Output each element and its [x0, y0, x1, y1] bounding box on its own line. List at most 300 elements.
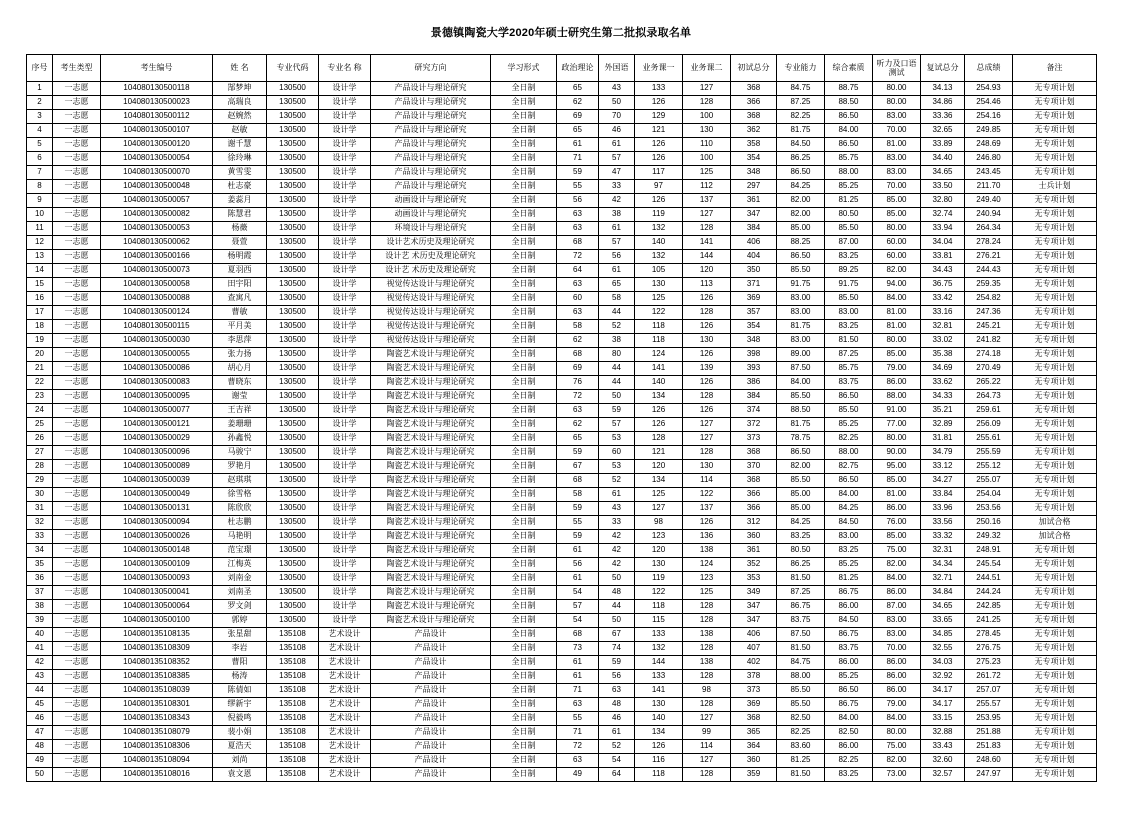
table-cell: 无专项计划 — [1013, 292, 1097, 306]
table-cell: 115 — [635, 614, 683, 628]
table-row — [27, 502, 1097, 516]
table-cell: 83.00 — [825, 530, 873, 544]
table-cell: 34.34 — [921, 558, 965, 572]
table-cell: 无专项计划 — [1013, 726, 1097, 740]
table-cell: 64 — [599, 768, 635, 782]
table-cell: 407 — [731, 642, 777, 656]
table-cell: 130500 — [267, 474, 319, 488]
table-cell: 82.00 — [777, 194, 825, 208]
table-cell: 设计学 — [319, 586, 371, 600]
table-cell: 全日制 — [491, 348, 557, 362]
table-cell: 128 — [683, 306, 731, 320]
table-cell: 84.25 — [777, 180, 825, 194]
table-cell: 104080130500166 — [101, 250, 213, 264]
table-cell: 104080130500100 — [101, 614, 213, 628]
table-cell: 100 — [683, 152, 731, 166]
table-cell: 无专项计划 — [1013, 208, 1097, 222]
table-cell: 85.50 — [777, 474, 825, 488]
column-header-professional-ability: 专业能力 — [777, 55, 825, 82]
table-cell: 63 — [557, 222, 599, 236]
table-cell: 81.25 — [825, 194, 873, 208]
table-cell: 86.00 — [825, 656, 873, 670]
table-cell: 68 — [557, 348, 599, 362]
table-cell: 设计学 — [319, 530, 371, 544]
table-cell: 全日制 — [491, 642, 557, 656]
table-cell: 68 — [557, 628, 599, 642]
table-cell: 无专项计划 — [1013, 656, 1097, 670]
table-cell: 52 — [599, 740, 635, 754]
table-cell: 366 — [731, 488, 777, 502]
table-cell: 114 — [683, 474, 731, 488]
table-cell: 全日制 — [491, 670, 557, 684]
table-cell: 设计学 — [319, 390, 371, 404]
table-cell: 270.49 — [965, 362, 1013, 376]
table-cell: 44 — [599, 306, 635, 320]
table-cell: 42 — [599, 558, 635, 572]
table-cell: 郭婷 — [213, 614, 267, 628]
table-cell: 设计学 — [319, 278, 371, 292]
table-cell: 全日制 — [491, 628, 557, 642]
table-cell: 86.50 — [825, 474, 873, 488]
table-cell: 82.00 — [873, 264, 921, 278]
column-header-candidate-number: 考生编号 — [101, 55, 213, 82]
table-cell: 251.88 — [965, 726, 1013, 740]
table-cell: 137 — [683, 502, 731, 516]
table-cell: 全日制 — [491, 334, 557, 348]
table-cell: 34.65 — [921, 166, 965, 180]
table-cell: 全日制 — [491, 530, 557, 544]
table-cell: 82.25 — [777, 110, 825, 124]
table-cell: 120 — [635, 460, 683, 474]
table-cell: 产品设计 — [371, 698, 491, 712]
table-cell: 产品设计 — [371, 712, 491, 726]
table-cell: 无专项计划 — [1013, 474, 1097, 488]
table-row — [27, 278, 1097, 292]
table-cell: 126 — [635, 96, 683, 110]
table-cell: 130500 — [267, 334, 319, 348]
table-cell: 33.50 — [921, 180, 965, 194]
table-cell: 104080130500124 — [101, 306, 213, 320]
table-cell: 47 — [599, 166, 635, 180]
table-row — [27, 614, 1097, 628]
table-cell: 125 — [683, 166, 731, 180]
table-cell: 241.25 — [965, 614, 1013, 628]
table-cell: 设计学 — [319, 292, 371, 306]
table-cell: 384 — [731, 222, 777, 236]
table-cell: 33.43 — [921, 740, 965, 754]
table-cell: 一志愿 — [53, 110, 101, 124]
table-cell: 88.25 — [777, 236, 825, 250]
table-cell: 247.97 — [965, 768, 1013, 782]
table-cell: 设计学 — [319, 306, 371, 320]
table-cell: 347 — [731, 614, 777, 628]
table-cell: 59 — [557, 530, 599, 544]
table-cell: 85.75 — [825, 362, 873, 376]
table-cell: 63 — [557, 306, 599, 320]
table-cell: 130500 — [267, 278, 319, 292]
table-cell: 70 — [599, 110, 635, 124]
table-cell: 陶瓷艺术设计与理论研究 — [371, 544, 491, 558]
table-cell: 40 — [27, 628, 53, 642]
table-cell: 张星甜 — [213, 628, 267, 642]
table-cell: 243.45 — [965, 166, 1013, 180]
table-cell: 347 — [731, 208, 777, 222]
table-cell: 全日制 — [491, 362, 557, 376]
table-cell: 118 — [635, 334, 683, 348]
table-cell: 130500 — [267, 236, 319, 250]
table-cell: 58 — [557, 488, 599, 502]
table-cell: 无专项计划 — [1013, 334, 1097, 348]
table-cell: 16 — [27, 292, 53, 306]
table-cell: 86.50 — [825, 138, 873, 152]
table-cell: 一志愿 — [53, 138, 101, 152]
table-cell: 87.25 — [777, 96, 825, 110]
table-cell: 130500 — [267, 488, 319, 502]
table-cell: 362 — [731, 124, 777, 138]
table-cell: 130500 — [267, 586, 319, 600]
table-cell: 130500 — [267, 264, 319, 278]
table-cell: 140 — [635, 236, 683, 250]
table-cell: 设计学 — [319, 320, 371, 334]
table-cell: 124 — [635, 348, 683, 362]
table-cell: 89.00 — [777, 348, 825, 362]
table-cell: 85.50 — [777, 264, 825, 278]
table-cell: 245.54 — [965, 558, 1013, 572]
table-cell: 373 — [731, 432, 777, 446]
table-cell: 设计学 — [319, 572, 371, 586]
table-cell: 无专项计划 — [1013, 390, 1097, 404]
table-cell: 全日制 — [491, 404, 557, 418]
table-cell: 85.00 — [873, 530, 921, 544]
table-cell: 82.00 — [777, 208, 825, 222]
table-cell: 359 — [731, 768, 777, 782]
table-cell: 全日制 — [491, 222, 557, 236]
table-cell: 一志愿 — [53, 222, 101, 236]
table-cell: 121 — [635, 446, 683, 460]
table-cell: 104080135108306 — [101, 740, 213, 754]
table-cell: 设计学 — [319, 418, 371, 432]
table-cell: 135108 — [267, 698, 319, 712]
table-cell: 产品设计 — [371, 740, 491, 754]
table-cell: 80.00 — [873, 334, 921, 348]
table-cell: 116 — [635, 754, 683, 768]
table-cell: 68 — [557, 474, 599, 488]
table-cell: 57 — [599, 152, 635, 166]
table-cell: 陶瓷艺术设计与理论研究 — [371, 614, 491, 628]
table-cell: 137 — [683, 194, 731, 208]
table-cell: 86.00 — [825, 600, 873, 614]
table-cell: 58 — [557, 320, 599, 334]
table-cell: 无专项计划 — [1013, 740, 1097, 754]
table-cell: 104080130500048 — [101, 180, 213, 194]
table-cell: 127 — [683, 418, 731, 432]
table-cell: 无专项计划 — [1013, 250, 1097, 264]
table-cell: 一志愿 — [53, 250, 101, 264]
table-cell: 130500 — [267, 362, 319, 376]
table-cell: 368 — [731, 82, 777, 96]
table-cell: 产品设计 — [371, 670, 491, 684]
table-row — [27, 82, 1097, 96]
table-cell: 249.32 — [965, 530, 1013, 544]
table-cell: 62 — [557, 96, 599, 110]
table-cell: 130500 — [267, 418, 319, 432]
table-cell: 32.57 — [921, 768, 965, 782]
table-cell: 一志愿 — [53, 152, 101, 166]
table-cell: 248.91 — [965, 544, 1013, 558]
table-cell: 384 — [731, 390, 777, 404]
table-cell: 刘南金 — [213, 572, 267, 586]
table-cell: 83.00 — [873, 166, 921, 180]
table-cell: 设计学 — [319, 138, 371, 152]
table-cell: 83.75 — [825, 642, 873, 656]
table-cell: 32.71 — [921, 572, 965, 586]
table-cell: 86.50 — [777, 166, 825, 180]
table-cell: 一志愿 — [53, 124, 101, 138]
table-cell: 动画设计与理论研究 — [371, 194, 491, 208]
table-cell: 130 — [683, 334, 731, 348]
table-cell: 一志愿 — [53, 768, 101, 782]
table-cell: 一志愿 — [53, 390, 101, 404]
table-cell: 84.50 — [825, 516, 873, 530]
table-cell: 65 — [557, 82, 599, 96]
table-cell: 86.50 — [825, 110, 873, 124]
table-cell: 59 — [557, 446, 599, 460]
table-cell: 82.00 — [873, 754, 921, 768]
table-cell: 120 — [635, 544, 683, 558]
table-cell: 黄雪雯 — [213, 166, 267, 180]
table-cell: 一志愿 — [53, 474, 101, 488]
table-cell: 144 — [635, 656, 683, 670]
table-cell: 产品设计与理论研究 — [371, 110, 491, 124]
table-cell: 114 — [683, 740, 731, 754]
table-cell: 艺术设计 — [319, 712, 371, 726]
table-cell: 陶瓷艺术设计与理论研究 — [371, 502, 491, 516]
table-cell: 全日制 — [491, 180, 557, 194]
table-cell: 34.43 — [921, 264, 965, 278]
table-row — [27, 250, 1097, 264]
table-cell: 88.00 — [873, 390, 921, 404]
table-cell: 无专项计划 — [1013, 138, 1097, 152]
table-cell: 42 — [599, 530, 635, 544]
table-cell: 59 — [599, 656, 635, 670]
table-cell: 58 — [599, 292, 635, 306]
table-cell: 设计学 — [319, 194, 371, 208]
table-cell: 297 — [731, 180, 777, 194]
table-cell: 50 — [599, 390, 635, 404]
table-cell: 12 — [27, 236, 53, 250]
table-cell: 85.00 — [873, 348, 921, 362]
table-cell: 84.00 — [873, 712, 921, 726]
table-cell: 33.02 — [921, 334, 965, 348]
table-cell: 32.60 — [921, 754, 965, 768]
table-cell: 72 — [557, 740, 599, 754]
table-cell: 郜梦坤 — [213, 82, 267, 96]
table-cell: 104080130500112 — [101, 110, 213, 124]
table-cell: 无专项计划 — [1013, 418, 1097, 432]
table-cell: 52 — [599, 474, 635, 488]
table-cell: 陶瓷艺术设计与理论研究 — [371, 600, 491, 614]
table-cell: 全日制 — [491, 138, 557, 152]
table-cell: 无专项计划 — [1013, 502, 1097, 516]
table-cell: 33.16 — [921, 306, 965, 320]
table-cell: 85.50 — [825, 404, 873, 418]
table-cell: 无专项计划 — [1013, 670, 1097, 684]
table-cell: 33 — [599, 180, 635, 194]
table-cell: 3 — [27, 110, 53, 124]
table-row — [27, 222, 1097, 236]
table-cell: 20 — [27, 348, 53, 362]
table-cell: 365 — [731, 726, 777, 740]
table-cell: 设计学 — [319, 446, 371, 460]
table-cell: 85.25 — [825, 180, 873, 194]
table-cell: 104080130500096 — [101, 446, 213, 460]
table-cell: 72 — [557, 390, 599, 404]
table-cell: 无专项计划 — [1013, 96, 1097, 110]
table-cell: 赵琪琪 — [213, 474, 267, 488]
table-cell: 122 — [635, 306, 683, 320]
table-cell: 范宝璟 — [213, 544, 267, 558]
table-cell: 33.62 — [921, 376, 965, 390]
table-cell: 陶瓷艺术设计与理论研究 — [371, 376, 491, 390]
table-cell: 361 — [731, 194, 777, 208]
table-cell: 33.12 — [921, 460, 965, 474]
table-cell: 全日制 — [491, 208, 557, 222]
table-cell: 38 — [599, 208, 635, 222]
table-cell: 134 — [635, 390, 683, 404]
table-cell: 一志愿 — [53, 670, 101, 684]
table-cell: 104080130500049 — [101, 488, 213, 502]
table-cell: 104080130500055 — [101, 348, 213, 362]
table-cell: 264.73 — [965, 390, 1013, 404]
table-cell: 255.12 — [965, 460, 1013, 474]
table-cell: 130500 — [267, 502, 319, 516]
table-cell: 141 — [635, 684, 683, 698]
table-cell: 104080135108352 — [101, 656, 213, 670]
table-cell: 84.75 — [777, 82, 825, 96]
table-cell: 25 — [27, 418, 53, 432]
table-cell: 50 — [599, 572, 635, 586]
table-cell: 248.69 — [965, 138, 1013, 152]
table-cell: 128 — [683, 768, 731, 782]
table-cell: 全日制 — [491, 418, 557, 432]
table-cell: 358 — [731, 138, 777, 152]
table-cell: 一志愿 — [53, 306, 101, 320]
table-cell: 胡心月 — [213, 362, 267, 376]
table-cell: 104080130500077 — [101, 404, 213, 418]
table-cell: 陶瓷艺术设计与理论研究 — [371, 348, 491, 362]
table-cell: 32.92 — [921, 670, 965, 684]
table-cell: 设计学 — [319, 614, 371, 628]
table-cell: 产品设计与理论研究 — [371, 166, 491, 180]
table-cell: 86.00 — [873, 502, 921, 516]
table-cell: 126 — [683, 292, 731, 306]
table-cell: 一志愿 — [53, 292, 101, 306]
table-cell: 85.50 — [825, 292, 873, 306]
table-cell: 陶瓷艺术设计与理论研究 — [371, 362, 491, 376]
table-cell: 128 — [683, 446, 731, 460]
table-cell: 艺术设计 — [319, 754, 371, 768]
table-cell: 夏羽西 — [213, 264, 267, 278]
table-cell: 34.85 — [921, 628, 965, 642]
table-cell: 全日制 — [491, 600, 557, 614]
table-cell: 211.70 — [965, 180, 1013, 194]
table-cell: 406 — [731, 628, 777, 642]
table-cell: 46 — [599, 124, 635, 138]
table-cell: 80.00 — [873, 82, 921, 96]
table-cell: 104080130500058 — [101, 278, 213, 292]
table-cell: 一志愿 — [53, 656, 101, 670]
table-cell: 陈慧君 — [213, 208, 267, 222]
table-cell: 5 — [27, 138, 53, 152]
table-cell: 86.75 — [825, 586, 873, 600]
table-cell: 128 — [683, 614, 731, 628]
table-cell: 83.25 — [777, 530, 825, 544]
table-cell: 85.50 — [825, 222, 873, 236]
table-cell: 118 — [635, 768, 683, 782]
table-cell: 6 — [27, 152, 53, 166]
table-cell: 128 — [635, 432, 683, 446]
table-cell: 全日制 — [491, 572, 557, 586]
table-cell: 80 — [599, 348, 635, 362]
table-cell: 无专项计划 — [1013, 194, 1097, 208]
table-cell: 60 — [599, 446, 635, 460]
table-cell: 平月美 — [213, 320, 267, 334]
table-cell: 119 — [635, 572, 683, 586]
table-cell: 曹敏 — [213, 306, 267, 320]
table-cell: 设计学 — [319, 348, 371, 362]
table-cell: 278.24 — [965, 236, 1013, 250]
table-cell: 一志愿 — [53, 446, 101, 460]
table-cell: 李岩 — [213, 642, 267, 656]
table-cell: 81.50 — [825, 334, 873, 348]
table-cell: 242.85 — [965, 600, 1013, 614]
table-cell: 126 — [635, 194, 683, 208]
table-cell: 全日制 — [491, 544, 557, 558]
table-cell: 43 — [599, 82, 635, 96]
table-cell: 87.25 — [777, 586, 825, 600]
table-cell: 104080130500086 — [101, 362, 213, 376]
table-cell: 马骏宁 — [213, 446, 267, 460]
table-cell: 艺术设计 — [319, 656, 371, 670]
table-cell: 61 — [599, 222, 635, 236]
table-cell: 33.96 — [921, 502, 965, 516]
table-cell: 125 — [635, 488, 683, 502]
table-cell: 83.00 — [777, 334, 825, 348]
table-cell: 杨明霞 — [213, 250, 267, 264]
table-cell: 无专项计划 — [1013, 642, 1097, 656]
table-cell: 104080135108094 — [101, 754, 213, 768]
table-cell: 265.22 — [965, 376, 1013, 390]
table-cell: 63 — [557, 208, 599, 222]
table-cell: 55 — [557, 180, 599, 194]
table-cell: 设计艺 术历史及理论研究 — [371, 250, 491, 264]
table-cell: 产品设计 — [371, 656, 491, 670]
table-cell: 33 — [599, 516, 635, 530]
table-cell: 253.95 — [965, 712, 1013, 726]
table-cell: 78.75 — [777, 432, 825, 446]
table-cell: 104080130500070 — [101, 166, 213, 180]
table-cell: 125 — [635, 292, 683, 306]
table-cell: 无专项计划 — [1013, 446, 1097, 460]
table-cell: 50 — [599, 614, 635, 628]
table-cell: 60.00 — [873, 250, 921, 264]
table-cell: 33.94 — [921, 222, 965, 236]
table-cell: 无专项计划 — [1013, 362, 1097, 376]
table-cell: 135108 — [267, 656, 319, 670]
table-cell: 无专项计划 — [1013, 572, 1097, 586]
table-cell: 119 — [635, 208, 683, 222]
table-cell: 陈欣欣 — [213, 502, 267, 516]
